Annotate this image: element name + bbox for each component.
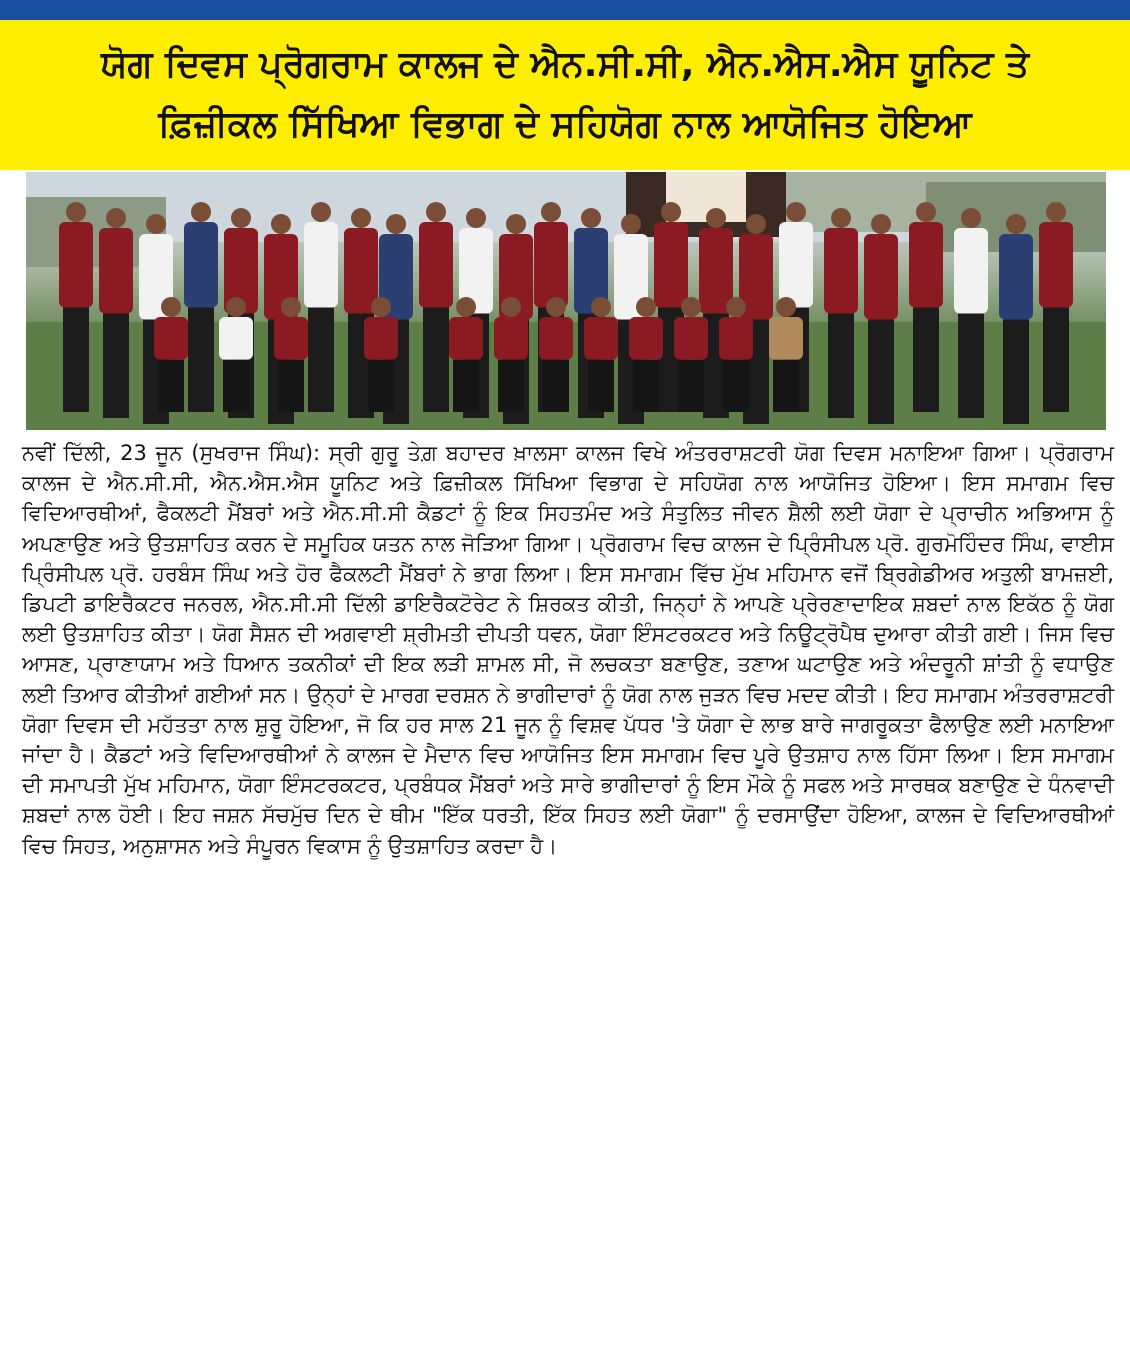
- person-silhouette: [864, 214, 898, 424]
- person-silhouette: [304, 202, 338, 412]
- headline-banner: [0, 20, 1130, 170]
- person-silhouette: [954, 208, 988, 418]
- person-silhouette: [419, 202, 453, 412]
- masthead-strip: [0, 0, 1130, 20]
- person-silhouette: [184, 202, 218, 412]
- group-photo: [26, 172, 1106, 430]
- headline-line-1: ਯੋਗ ਦਿਵਸ ਪ੍ਰੋਗਰਾਮ ਕਾਲਜ ਦੇ ਐਨ.ਸੀ.ਸੀ, ਐਨ.ਐਸ.ਐਸ ਯੂਨਿਟ ਤੇ: [100, 44, 1030, 85]
- person-silhouette: [909, 202, 943, 412]
- person-silhouette: [99, 208, 133, 418]
- article-body: ਨਵੀਂ ਦਿੱਲੀ, 23 ਜੂਨ (ਸੁਖਰਾਜ ਸਿੰਘ): ਸ੍ਰੀ ਗੁਰੂ ਤੇਗ਼ ਬਹਾਦਰ ਖ਼ਾਲਸਾ ਕਾਲਜ ਵਿਖੇ ਅੰਤਰਰਾਸ਼ਟਰੀ ਯੋਗ ਦਿਵਸ ਮਨਾਇਆ ਗਿਆ। ਪ੍ਰੋਗਰਾਮ ਕਾਲਜ ਦੇ ਐਨ.ਸੀ.ਸੀ, ਐਨ.ਐਸ.ਐਸ ਯੂਨਿਟ ਅਤੇ ਫ਼ਿਜ਼ੀਕਲ ਸਿੱਖਿਆ ਵਿਭਾਗ ਦੇ ਸਹਿਯੋਗ ਨਾਲ ਆਯੋਜਿਤ ਹੋਇਆ। ਇਸ ਸਮਾਗਮ ਵਿਚ ਵਿਦਿਆਰਥੀਆਂ, ਫੈਕਲਟੀ ਮੈਂਬਰਾਂ ਅਤੇ ਐਨ.ਸੀ.ਸੀ ਕੈਡਟਾਂ ਨੂੰ ਇਕ ਸਿਹਤਮੰਦ ਅਤੇ ਸੰਤੁਲਿਤ ਜੀਵਨ ਸ਼ੈਲੀ ਲਈ ਯੋਗਾ ਦੇ ਪ੍ਰਾਚੀਨ ਅਭਿਆਸ ਨੂੰ ਅਪਣਾਉਣ ਅਤੇ ਉਤਸ਼ਾਹਿਤ ਕਰਨ ਦੇ ਸਮੂਹਿਕ ਯਤਨ ਨਾਲ ਜੋੜਿਆ ਗਿਆ। ਪ੍ਰੋਗਰਾਮ ਵਿਚ ਕਾਲਜ ਦੇ ਪ੍ਰਿੰਸੀਪਲ ਪ੍ਰੋ. ਗੁਰਮੋਹਿੰਦਰ ਸਿੰਘ, ਵਾਈਸ ਪ੍ਰਿੰਸੀਪਲ ਪ੍ਰੋ. ਹਰਬੰਸ ਸਿੰਘ ਅਤੇ ਹੋਰ ਫੈਕਲਟੀ ਮੈਂਬਰਾਂ ਨੇ ਭਾਗ ਲਿਆ। ਇਸ ਸਮਾਗਮ ਵਿੱਚ ਮੁੱਖ ਮਹਿਮਾਨ ਵਜੋਂ ਬ੍ਰਿਗੇਡੀਅਰ ਅਤੁਲੀ ਬਾਮਜ਼ਈ, ਡਿਪਟੀ ਡਾਇਰੈਕਟਰ ਜਨਰਲ, ਐਨ.ਸੀ.ਸੀ ਦਿੱਲੀ ਡਾਇਰੈਕਟੋਰੇਟ ਨੇ ਸ਼ਿਰਕਤ ਕੀਤੀ, ਜਿਨ੍ਹਾਂ ਨੇ ਆਪਣੇ ਪ੍ਰੇਰਣਾਦਾਇਕ ਸ਼ਬਦਾਂ ਨਾਲ ਇਕੱਠ ਨੂੰ ਯੋਗ ਲਈ ਉਤਸ਼ਾਹਿਤ ਕੀਤਾ। ਯੋਗ ਸੈਸ਼ਨ ਦੀ ਅਗਵਾਈ ਸ਼੍ਰੀਮਤੀ ਦੀਪਤੀ ਧਵਨ, ਯੋਗਾ ਇੰਸਟਰਕਟਰ ਅਤੇ ਨਿਊਟ੍ਰੋਪੈਥ ਦੁਆਰਾ ਕੀਤੀ ਗਈ। ਜਿਸ ਵਿਚ ਆਸਣ, ਪ੍ਰਾਣਾਯਾਮ ਅਤੇ ਧਿਆਨ ਤਕਨੀਕਾਂ ਦੀ ਇਕ ਲੜੀ ਸ਼ਾਮਲ ਸੀ, ਜੋ ਲਚਕਤਾ ਬਣਾਉਣ, ਤਣਾਅ ਘਟਾਉਣ ਅਤੇ ਅੰਦਰੂਨੀ ਸ਼ਾਂਤੀ ਨੂੰ ਵਧਾਉਣ ਲਈ ਤਿਆਰ ਕੀਤੀਆਂ ਗਈਆਂ ਸਨ। ਉਨ੍ਹਾਂ ਦੇ ਮਾਰਗ ਦਰਸ਼ਨ ਨੇ ਭਾਗੀਦਾਰਾਂ ਨੂੰ ਯੋਗ ਨਾਲ ਜੁੜਨ ਵਿਚ ਮਦਦ ਕੀਤੀ। ਇਹ ਸਮਾਗਮ ਅੰਤਰਰਾਸ਼ਟਰੀ ਯੋਗਾ ਦਿਵਸ ਦੀ ਮਹੱਤਤਾ ਨਾਲ ਸ਼ੁਰੂ ਹੋਇਆ, ਜੋ ਕਿ ਹਰ ਸਾਲ 21 ਜੂਨ ਨੂੰ ਵਿਸ਼ਵ ਪੱਧਰ 'ਤੇ ਯੋਗਾ ਦੇ ਲਾਭ ਬਾਰੇ ਜਾਗਰੂਕਤਾ ਫੈਲਾਉਣ ਲਈ ਮਨਾਇਆ ਜਾਂਦਾ ਹੈ। ਕੈਡਟਾਂ ਅਤੇ ਵਿਦਿਆਰਥੀਆਂ ਨੇ ਕਾਲਜ ਦੇ ਮੈਦਾਨ ਵਿਚ ਆਯੋਜਿਤ ਇਸ ਸਮਾਗਮ ਵਿਚ ਪੂਰੇ ਉਤਸ਼ਾਹ ਨਾਲ ਹਿੱਸਾ ਲਿਆ। ਇਸ ਸਮਾਗਮ ਦੀ ਸਮਾਪਤੀ ਮੁੱਖ ਮਹਿਮਾਨ, ਯੋਗਾ ਇੰਸਟਰਕਟਰ, ਪ੍ਰਬੰਧਕ ਮੈਂਬਰਾਂ ਅਤੇ ਸਾਰੇ ਭਾਗੀਦਾਰਾਂ ਨੂੰ ਇਸ ਮੌਕੇ ਨੂੰ ਸਫਲ ਅਤੇ ਸਾਰਥਕ ਬਣਾਉਣ ਦੇ ਧੰਨਵਾਦੀ ਸ਼ਬਦਾਂ ਨਾਲ ਹੋਈ। ਇਹ ਜਸ਼ਨ ਸੱਚਮੁੱਚ ਦਿਨ ਦੇ ਥੀਮ "ਇੱਕ ਧਰਤੀ, ਇੱਕ ਸਿਹਤ ਲਈ ਯੋਗਾ" ਨੂੰ ਦਰਸਾਉਂਦਾ ਹੋਇਆ, ਕਾਲਜ ਦੇ ਵਿਦਿਆਰਥੀਆਂ ਵਿਚ ਸਿਹਤ, ਅਨੁਸ਼ਾਸਨ ਅਤੇ ਸੰਪੂਰਨ ਵਿਕਾਸ ਨੂੰ ਉਤਸ਼ਾਹਿਤ ਕਰਦਾ ਹੈ।: [22, 441, 1114, 858]
- person-silhouette: [1039, 202, 1073, 412]
- person-silhouette: [999, 214, 1033, 424]
- group-photo-icon: [26, 172, 1106, 430]
- person-silhouette: [824, 208, 858, 418]
- person-silhouette: [59, 202, 93, 412]
- headline-line-2: ਫ਼ਿਜ਼ੀਕਲ ਸਿੱਖਿਆ ਵਿਭਾਗ ਦੇ ਸਹਿਯੋਗ ਨਾਲ ਆਯੋਜਿਤ ਹੋਇਆ: [158, 104, 972, 145]
